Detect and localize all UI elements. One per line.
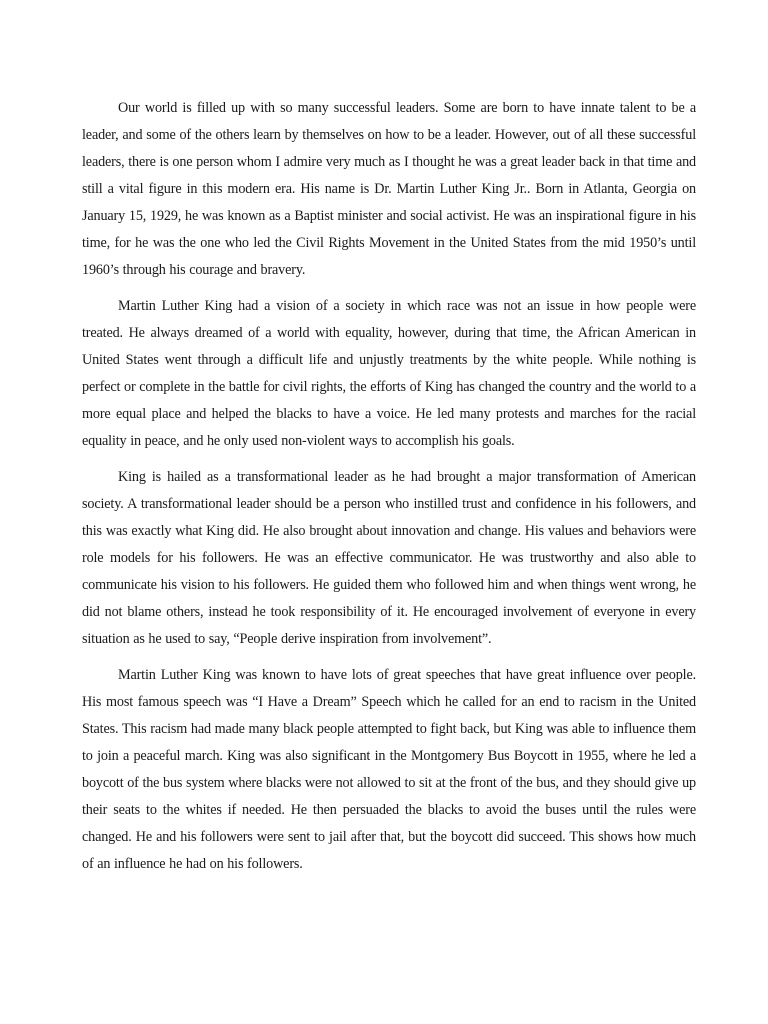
paragraph-transformational-leader: King is hailed as a transformational leader as he had brought a major transformation of American society. A transformational leader should be a person who instilled trust and confidence in his followers, and this was exactly what King did. He also brought about innovation and change. His values and behaviors were role models for his followers. He was an effective communicator. He was trustworthy and also able to communicate his vision to his followers. He guided them who followed him and when things went wrong, he did not blame others, instead he took responsibility of it. He encouraged involvement of everyone in every situation as he used to say, “People derive inspiration from involvement”. [82, 469, 696, 647]
paragraph-intro: Our world is filled up with so many successful leaders. Some are born to have innate talent to be a leader, and some of the others learn by themselves on how to be a leader. However, out of all these successful leaders, there is one person whom I admire very much as I thought he was a great leader back in that time and still a vital figure in this modern era. His name is Dr. Martin Luther King Jr.. Born in Atlanta, Georgia on January 15, 1929, he was known as a Baptist minister and social activist. He was an inspirational figure in his time, for he was the one who led the Civil Rights Movement in the United States from the mid 1950’s until 1960’s through his courage and bravery. [82, 100, 696, 278]
paragraph-vision: Martin Luther King had a vision of a society in which race was not an issue in how people were treated. He always dreamed of a world with equality, however, during that time, the African American in United States went through a difficult life and unjustly treatments by the white people. While nothing is perfect or complete in the battle for civil rights, the efforts of King has changed the country and the world to a more equal place and helped the blacks to have a voice. He led many protests and marches for the racial equality in peace, and he only used non-violent ways to accomplish his goals. [82, 298, 696, 449]
paragraph-speeches: Martin Luther King was known to have lots of great speeches that have great influence over people. His most famous speech was “I Have a Dream” Speech which he called for an end to racism in the United States. This racism had made many black people attempted to fight back, but King was able to influence them to join a peaceful march. King was also significant in the Montgomery Bus Boycott in 1955, where he led a boycott of the bus system where blacks were not allowed to sit at the front of the bus, and they should give up their seats to the whites if needed. He then persuaded the blacks to avoid the buses until the rules were changed. He and his followers were sent to jail after that, but the boycott did succeed. This shows how much of an influence he had on his followers. [82, 667, 696, 872]
